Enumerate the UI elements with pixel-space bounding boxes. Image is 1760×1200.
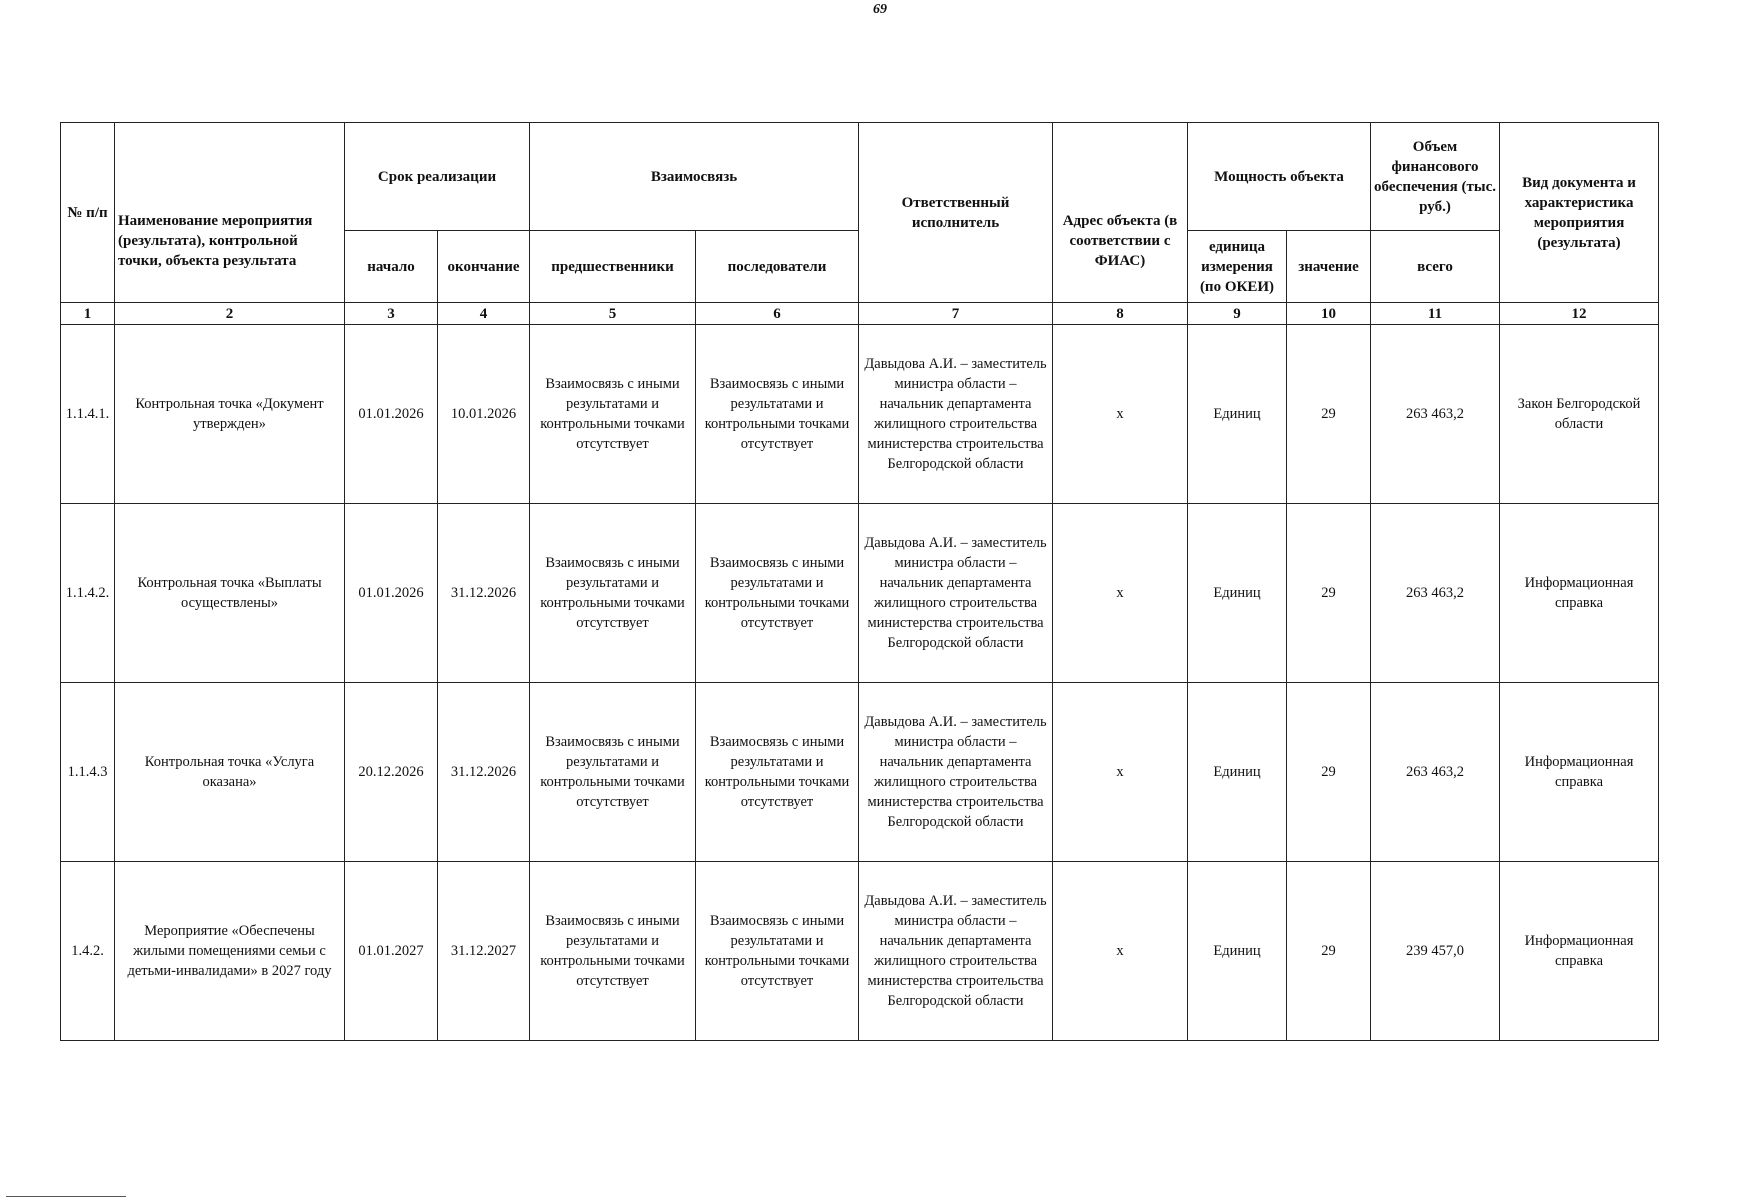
column-numbers-row <box>61 303 1659 325</box>
column-number: 3 <box>345 303 438 325</box>
row-successors: Взаимосвязь с иными результатами и контрольными точками отсутствует <box>696 683 859 862</box>
header-address: Адрес объекта (в соответствии с ФИАС) <box>1053 123 1188 303</box>
header-period-end: окончание <box>438 231 530 303</box>
row-unit: Единиц <box>1188 504 1287 683</box>
header-finance-total: всего <box>1371 231 1500 303</box>
row-num: 1.1.4.3 <box>61 683 115 862</box>
row-responsible: Давыдова А.И. – заместитель министра области – начальник департамента жилищного строительства министерства строительства Белгородской области <box>859 504 1053 683</box>
table-row <box>61 683 1659 862</box>
row-address: х <box>1053 325 1188 504</box>
column-number: 6 <box>696 303 859 325</box>
column-number: 12 <box>1500 303 1659 325</box>
row-value: 29 <box>1287 683 1371 862</box>
column-number: 9 <box>1188 303 1287 325</box>
column-number: 4 <box>438 303 530 325</box>
row-total: 263 463,2 <box>1371 504 1500 683</box>
row-name: Контрольная точка «Документ утвержден» <box>115 325 345 504</box>
row-num: 1.1.4.2. <box>61 504 115 683</box>
header-num: № п/п <box>61 123 115 303</box>
row-doc-type: Информационная справка <box>1500 862 1659 1041</box>
header-predecessors: предшественники <box>530 231 696 303</box>
row-start: 01.01.2026 <box>345 325 438 504</box>
row-unit: Единиц <box>1188 683 1287 862</box>
header-name: Наименование мероприятия (результата), контрольной точки, объекта результата <box>115 123 345 303</box>
row-total: 263 463,2 <box>1371 683 1500 862</box>
row-doc-type: Закон Белгородской области <box>1500 325 1659 504</box>
row-address: х <box>1053 504 1188 683</box>
row-total: 263 463,2 <box>1371 325 1500 504</box>
row-predecessors: Взаимосвязь с иными результатами и контрольными точками отсутствует <box>530 862 696 1041</box>
row-total: 239 457,0 <box>1371 862 1500 1041</box>
header-value: значение <box>1287 231 1371 303</box>
header-capacity: Мощность объекта <box>1188 123 1371 231</box>
column-number: 7 <box>859 303 1053 325</box>
row-num: 1.1.4.1. <box>61 325 115 504</box>
header-responsible: Ответственный исполнитель <box>859 123 1053 303</box>
row-name: Мероприятие «Обеспечены жилыми помещениями семьи с детьми-инвалидами» в 2027 году <box>115 862 345 1041</box>
row-value: 29 <box>1287 504 1371 683</box>
column-number: 8 <box>1053 303 1188 325</box>
row-value: 29 <box>1287 862 1371 1041</box>
row-address: х <box>1053 862 1188 1041</box>
row-successors: Взаимосвязь с иными результатами и контрольными точками отсутствует <box>696 325 859 504</box>
row-name: Контрольная точка «Выплаты осуществлены» <box>115 504 345 683</box>
row-predecessors: Взаимосвязь с иными результатами и контрольными точками отсутствует <box>530 504 696 683</box>
row-value: 29 <box>1287 325 1371 504</box>
row-start: 20.12.2026 <box>345 683 438 862</box>
column-number: 1 <box>61 303 115 325</box>
header-doc-type: Вид документа и характеристика мероприятия (результата) <box>1500 123 1659 303</box>
table-row <box>61 325 1659 504</box>
column-number: 2 <box>115 303 345 325</box>
header-period-start: начало <box>345 231 438 303</box>
row-successors: Взаимосвязь с иными результатами и контрольными точками отсутствует <box>696 862 859 1041</box>
header-period: Срок реализации <box>345 123 530 231</box>
table-row <box>61 862 1659 1041</box>
row-start: 01.01.2026 <box>345 504 438 683</box>
row-end: 10.01.2026 <box>438 325 530 504</box>
row-doc-type: Информационная справка <box>1500 683 1659 862</box>
table-row <box>61 504 1659 683</box>
row-doc-type: Информационная справка <box>1500 504 1659 683</box>
page-number: 69 <box>873 2 887 17</box>
row-end: 31.12.2026 <box>438 683 530 862</box>
row-end: 31.12.2027 <box>438 862 530 1041</box>
row-end: 31.12.2026 <box>438 504 530 683</box>
row-predecessors: Взаимосвязь с иными результатами и контрольными точками отсутствует <box>530 683 696 862</box>
row-name: Контрольная точка «Услуга оказана» <box>115 683 345 862</box>
row-num: 1.4.2. <box>61 862 115 1041</box>
row-successors: Взаимосвязь с иными результатами и контрольными точками отсутствует <box>696 504 859 683</box>
column-number: 5 <box>530 303 696 325</box>
header-unit: единица измерения (по ОКЕИ) <box>1188 231 1287 303</box>
header-relation: Взаимосвязь <box>530 123 859 231</box>
row-unit: Единиц <box>1188 862 1287 1041</box>
measures-table <box>60 122 1659 1041</box>
row-start: 01.01.2027 <box>345 862 438 1041</box>
row-responsible: Давыдова А.И. – заместитель министра области – начальник департамента жилищного строительства министерства строительства Белгородской области <box>859 683 1053 862</box>
row-address: х <box>1053 683 1188 862</box>
row-responsible: Давыдова А.И. – заместитель министра области – начальник департамента жилищного строительства министерства строительства Белгородской области <box>859 862 1053 1041</box>
column-number: 11 <box>1371 303 1500 325</box>
header-successors: последователи <box>696 231 859 303</box>
footnote-rule <box>6 1196 126 1197</box>
header-finance: Объем финансового обеспечения (тыс. руб.) <box>1371 123 1500 231</box>
row-predecessors: Взаимосвязь с иными результатами и контрольными точками отсутствует <box>530 325 696 504</box>
column-number: 10 <box>1287 303 1371 325</box>
row-unit: Единиц <box>1188 325 1287 504</box>
row-responsible: Давыдова А.И. – заместитель министра области – начальник департамента жилищного строительства министерства строительства Белгородской области <box>859 325 1053 504</box>
